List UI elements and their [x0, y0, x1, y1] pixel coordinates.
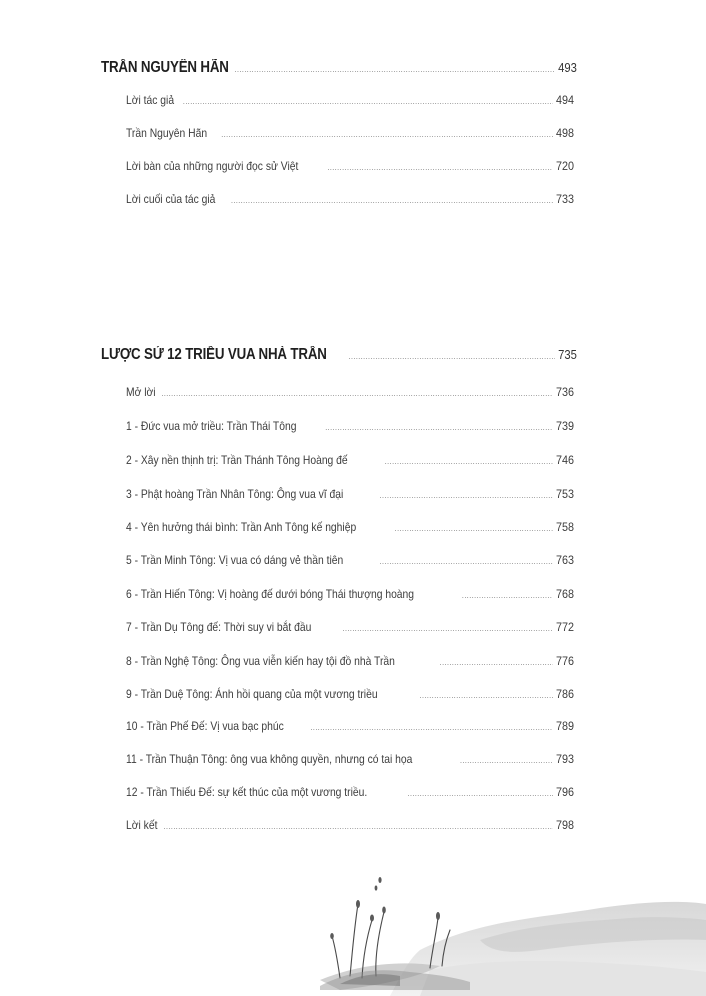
dot-leader: [325, 425, 553, 432]
page-number: 786: [555, 687, 574, 701]
entry-title: 7 - Trần Dụ Tông đế: Thời suy vi bắt đầu: [126, 620, 312, 634]
heading-title: TRẦN NGUYÊN HÃN: [101, 59, 229, 76]
toc-entry[interactable]: [126, 453, 574, 471]
toc-entry[interactable]: [126, 654, 574, 672]
toc-entry[interactable]: [126, 520, 574, 538]
page-number: 739: [555, 419, 574, 433]
page-number: 733: [555, 192, 574, 206]
toc-entry[interactable]: [126, 126, 574, 144]
page-number: 776: [555, 654, 574, 668]
entry-title: Lời tác giả: [126, 93, 175, 107]
page-number: 720: [555, 159, 574, 173]
dot-leader: [380, 559, 553, 566]
page-number: 793: [555, 752, 574, 766]
entry-title: Lời bàn của những người đọc sử Việt: [126, 159, 299, 173]
dot-leader: [462, 593, 553, 600]
toc-entry[interactable]: [126, 587, 574, 605]
page-number: 789: [555, 719, 574, 733]
dot-leader: [231, 198, 553, 205]
entry-title: Lời kết: [126, 818, 158, 832]
page-number: 736: [555, 385, 574, 399]
dot-leader: [235, 67, 556, 74]
toc-entry[interactable]: [126, 719, 574, 737]
page-number: 798: [555, 818, 574, 832]
toc-entry[interactable]: [126, 93, 574, 111]
entry-title: 2 - Xây nền thịnh trị: Trần Thánh Tông Hoàng đế: [126, 453, 348, 467]
toc-entry[interactable]: [126, 553, 574, 571]
toc-entry[interactable]: [126, 818, 574, 836]
entry-title: 4 - Yên hưởng thái bình: Trần Anh Tông kế nghiệp: [126, 520, 357, 534]
page-number: 796: [555, 785, 574, 799]
dot-leader: [221, 132, 553, 139]
toc-heading[interactable]: [101, 59, 577, 79]
page-number: 772: [555, 620, 574, 634]
page-number: 746: [555, 453, 574, 467]
toc-heading[interactable]: [101, 346, 577, 366]
entry-title: 5 - Trần Minh Tông: Vị vua có dáng vẻ thần tiên: [126, 553, 344, 567]
toc-entry[interactable]: [126, 785, 574, 803]
dot-leader: [440, 660, 553, 667]
dot-leader: [183, 99, 553, 106]
dot-leader: [349, 354, 556, 361]
dot-leader: [420, 693, 553, 700]
dot-leader: [343, 626, 553, 633]
toc-entry[interactable]: [126, 487, 574, 505]
entry-title: 9 - Trần Duệ Tông: Ánh hồi quang của một vương triều: [126, 687, 378, 701]
entry-title: Trần Nguyên Hãn: [126, 126, 208, 140]
dot-leader: [327, 165, 553, 172]
entry-title: 6 - Trần Hiến Tông: Vị hoàng đế dưới bóng Thái thượng hoàng: [126, 587, 415, 601]
toc-entry[interactable]: [126, 192, 574, 210]
toc-entry[interactable]: [126, 620, 574, 638]
entry-title: 8 - Trần Nghệ Tông: Ông vua viễn kiến hay tội đồ nhà Trần: [126, 654, 395, 668]
dot-leader: [380, 493, 553, 500]
entry-title: 11 - Trần Thuận Tông: ông vua không quyền, nhưng có tai họa: [126, 752, 413, 766]
dot-leader: [408, 791, 553, 798]
entry-title: 12 - Trần Thiếu Đế: sự kết thúc của một vương triều.: [126, 785, 368, 799]
page-number: 494: [555, 93, 574, 107]
heading-title: LƯỢC SỬ 12 TRIỀU VUA NHÀ TRẦN: [101, 346, 327, 363]
page-number: 758: [555, 520, 574, 534]
toc-entry[interactable]: [126, 687, 574, 705]
dot-leader: [385, 459, 553, 466]
ink-landscape-illustration: [280, 860, 706, 996]
toc-entry[interactable]: [126, 419, 574, 437]
toc-entry[interactable]: [126, 752, 574, 770]
page-number: 498: [555, 126, 574, 140]
dot-leader: [161, 391, 553, 398]
page-number: 768: [555, 587, 574, 601]
dot-leader: [164, 824, 553, 831]
dot-leader: [395, 526, 553, 533]
dot-leader: [310, 725, 553, 732]
toc-entry[interactable]: [126, 159, 574, 177]
page-number: 763: [555, 553, 574, 567]
entry-title: Lời cuối của tác giả: [126, 192, 216, 206]
entry-title: 1 - Đức vua mở triều: Trần Thái Tông: [126, 419, 297, 433]
page-number: 735: [558, 348, 577, 362]
toc-entry[interactable]: [126, 385, 574, 403]
dot-leader: [460, 758, 553, 765]
entry-title: 10 - Trần Phế Đế: Vị vua bạc phúc: [126, 719, 284, 733]
page-number: 493: [558, 61, 577, 75]
page-number: 753: [555, 487, 574, 501]
entry-title: Mở lời: [126, 385, 156, 399]
entry-title: 3 - Phật hoàng Trần Nhân Tông: Ông vua vĩ đại: [126, 487, 344, 501]
